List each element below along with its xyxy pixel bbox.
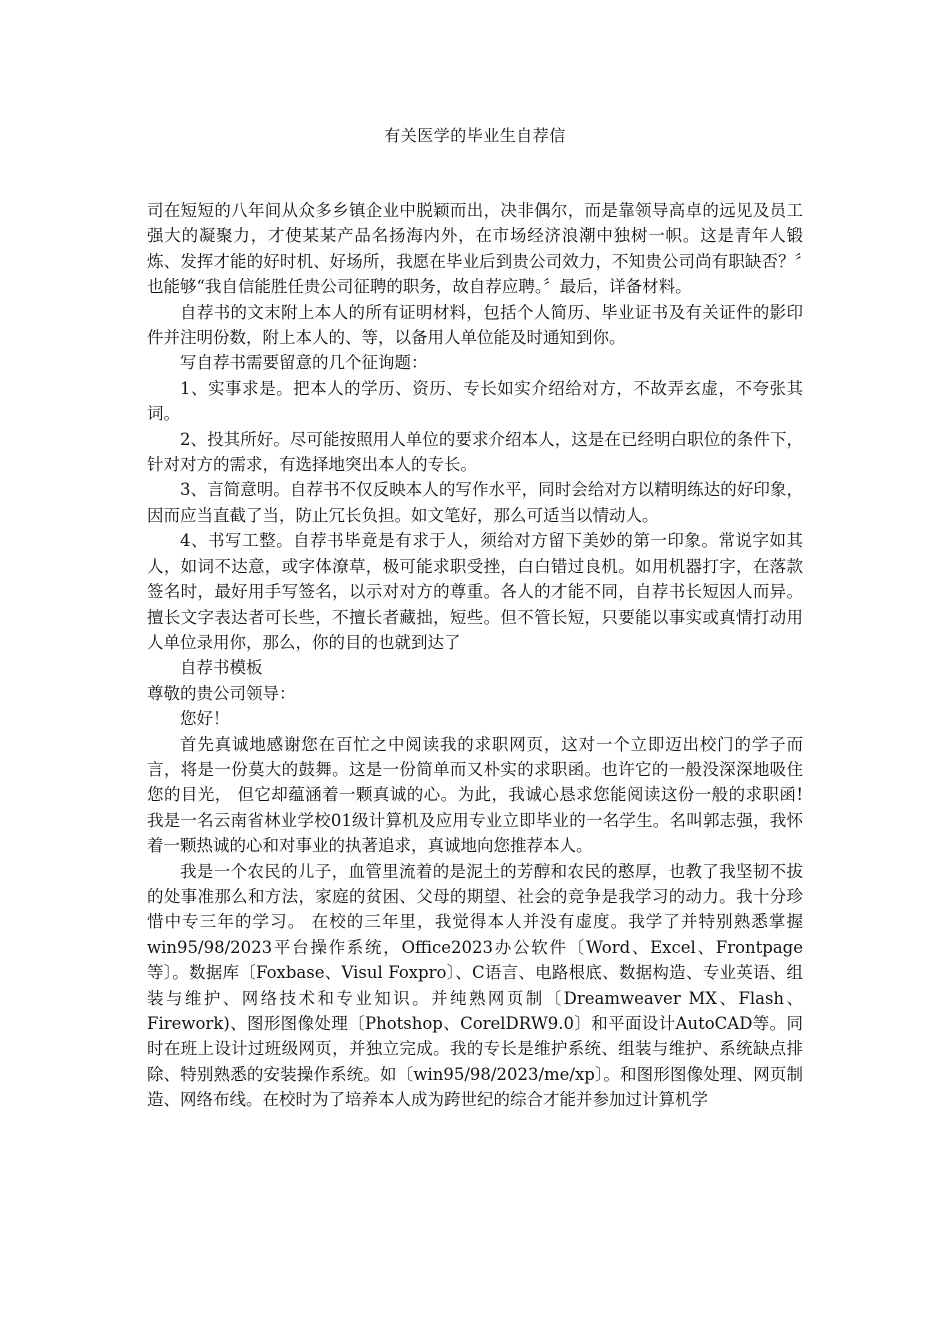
paragraph: 4、书写工整。自荐书毕竟是有求于人，须给对方留下美妙的第一印象。常说字如其人，如词不达意，或字体潦草，极可能求职受挫，白白错过良机。如用机器打字，在落款签名时，最好用手写签名，以示对对方的尊重。各人的才能不同，自荐书长短因人而异。擅长文字表达者可长些，不擅长者藏拙，短些。但不管长短，只要能以事实或真情打动用人单位录用你，那么，你的目的也就到达了 bbox=[147, 531, 803, 652]
paragraph: 1、实事求是。把本人的学历、资历、专长如实介绍给对方，不故弄玄虚，不夸张其词。 bbox=[147, 378, 803, 424]
document-body bbox=[147, 198, 803, 1113]
paragraph: 司在短短的八年间从众多乡镇企业中脱颖而出，决非偶尔，而是靠领导高卓的远见及员工强大的凝聚力，才使某某产品名扬海内外，在市场经济浪潮中独树一帜。这是青年人锻炼、发挥才能的好时机、好场所，我愿在毕业后到贵公司效力，不知贵公司尚有职缺否？〞也能够“我自信能胜任贵公司征聘的职务，故自荐应聘。〞最后，详备材料。 bbox=[147, 201, 803, 297]
paragraph: 尊敬的贵公司领导： bbox=[147, 683, 296, 703]
document-title: 有关医学的毕业生自荐信 bbox=[384, 126, 566, 145]
paragraph: 写自荐书需要留意的几个征询题： bbox=[180, 353, 428, 373]
paragraph: 我是一个农民的儿子，血管里流着的是泥土的芳醇和农民的憨厚，也教了我坚韧不拔的处事准那么和方法，家庭的贫困、父母的期望、社会的竞争是我学习的动力。我十分珍惜中专三年的学习。 在校的三年里，我觉得本人并没有虚度。我学了并特别熟悉掌握win95/98/2023平台操作系统，Office2023办公软件〔Word、Excel、Frontpage等〕。数据库〔Foxbase、Visul Foxpro〕、C语言、电路根底、数据构造、专业英语、组装与维护、网络技术和专业知识。并纯熟网页制〔Dreamweaver MX、Flash、Firework)、图形图像处理〔Photshop、CorelDRW9.0〕和平面设计AutoCAD等。同时在班上设计过班级网页，并独立完成。我的专长是维护系统、组装与维护、系统缺点排除、特别熟悉的安装操作系统。如〔win95/98/2023/me/xp〕。和图形图像处理、网页制造、网络布线。在校时为了培养本人成为跨世纪的综合才能并参加过计算机学 bbox=[147, 861, 803, 1110]
paragraph: 您好！ bbox=[180, 709, 230, 729]
paragraph: 首先真诚地感谢您在百忙之中阅读我的求职网页，这对一个立即迈出校门的学子而言，将是一份莫大的鼓舞。这是一份简单而又朴实的求职函。也许它的一般没深深地吸住您的目光， 但它却蕴涵着一颗真诚的心。为此，我诚心恳求您能阅读这份一般的求职函! 我是一名云南省林业学校01级计算机及应用专业立即毕业的一名学生。名叫郭志强，我怀着一颗热诚的心和对事业的执著追求，真诚地向您推荐本人。 bbox=[147, 734, 803, 856]
paragraph: 自荐书模板 bbox=[180, 658, 263, 678]
paragraph: 3、言简意明。自荐书不仅反映本人的写作水平，同时会给对方以精明练达的好印象，因而应当直截了当，防止冗长负担。如文笔好，那么可适当以情动人。 bbox=[147, 480, 803, 525]
paragraph: 2、投其所好。尽可能按照用人单位的要求介绍本人，这是在已经明白职位的条件下，针对对方的需求，有选择地突出本人的专长。 bbox=[147, 429, 803, 475]
paragraph: 自荐书的文末附上本人的所有证明材料，包括个人简历、毕业证书及有关证件的影印件并注明份数，附上本人的、等，以备用人单位能及时通知到你。 bbox=[147, 302, 803, 348]
